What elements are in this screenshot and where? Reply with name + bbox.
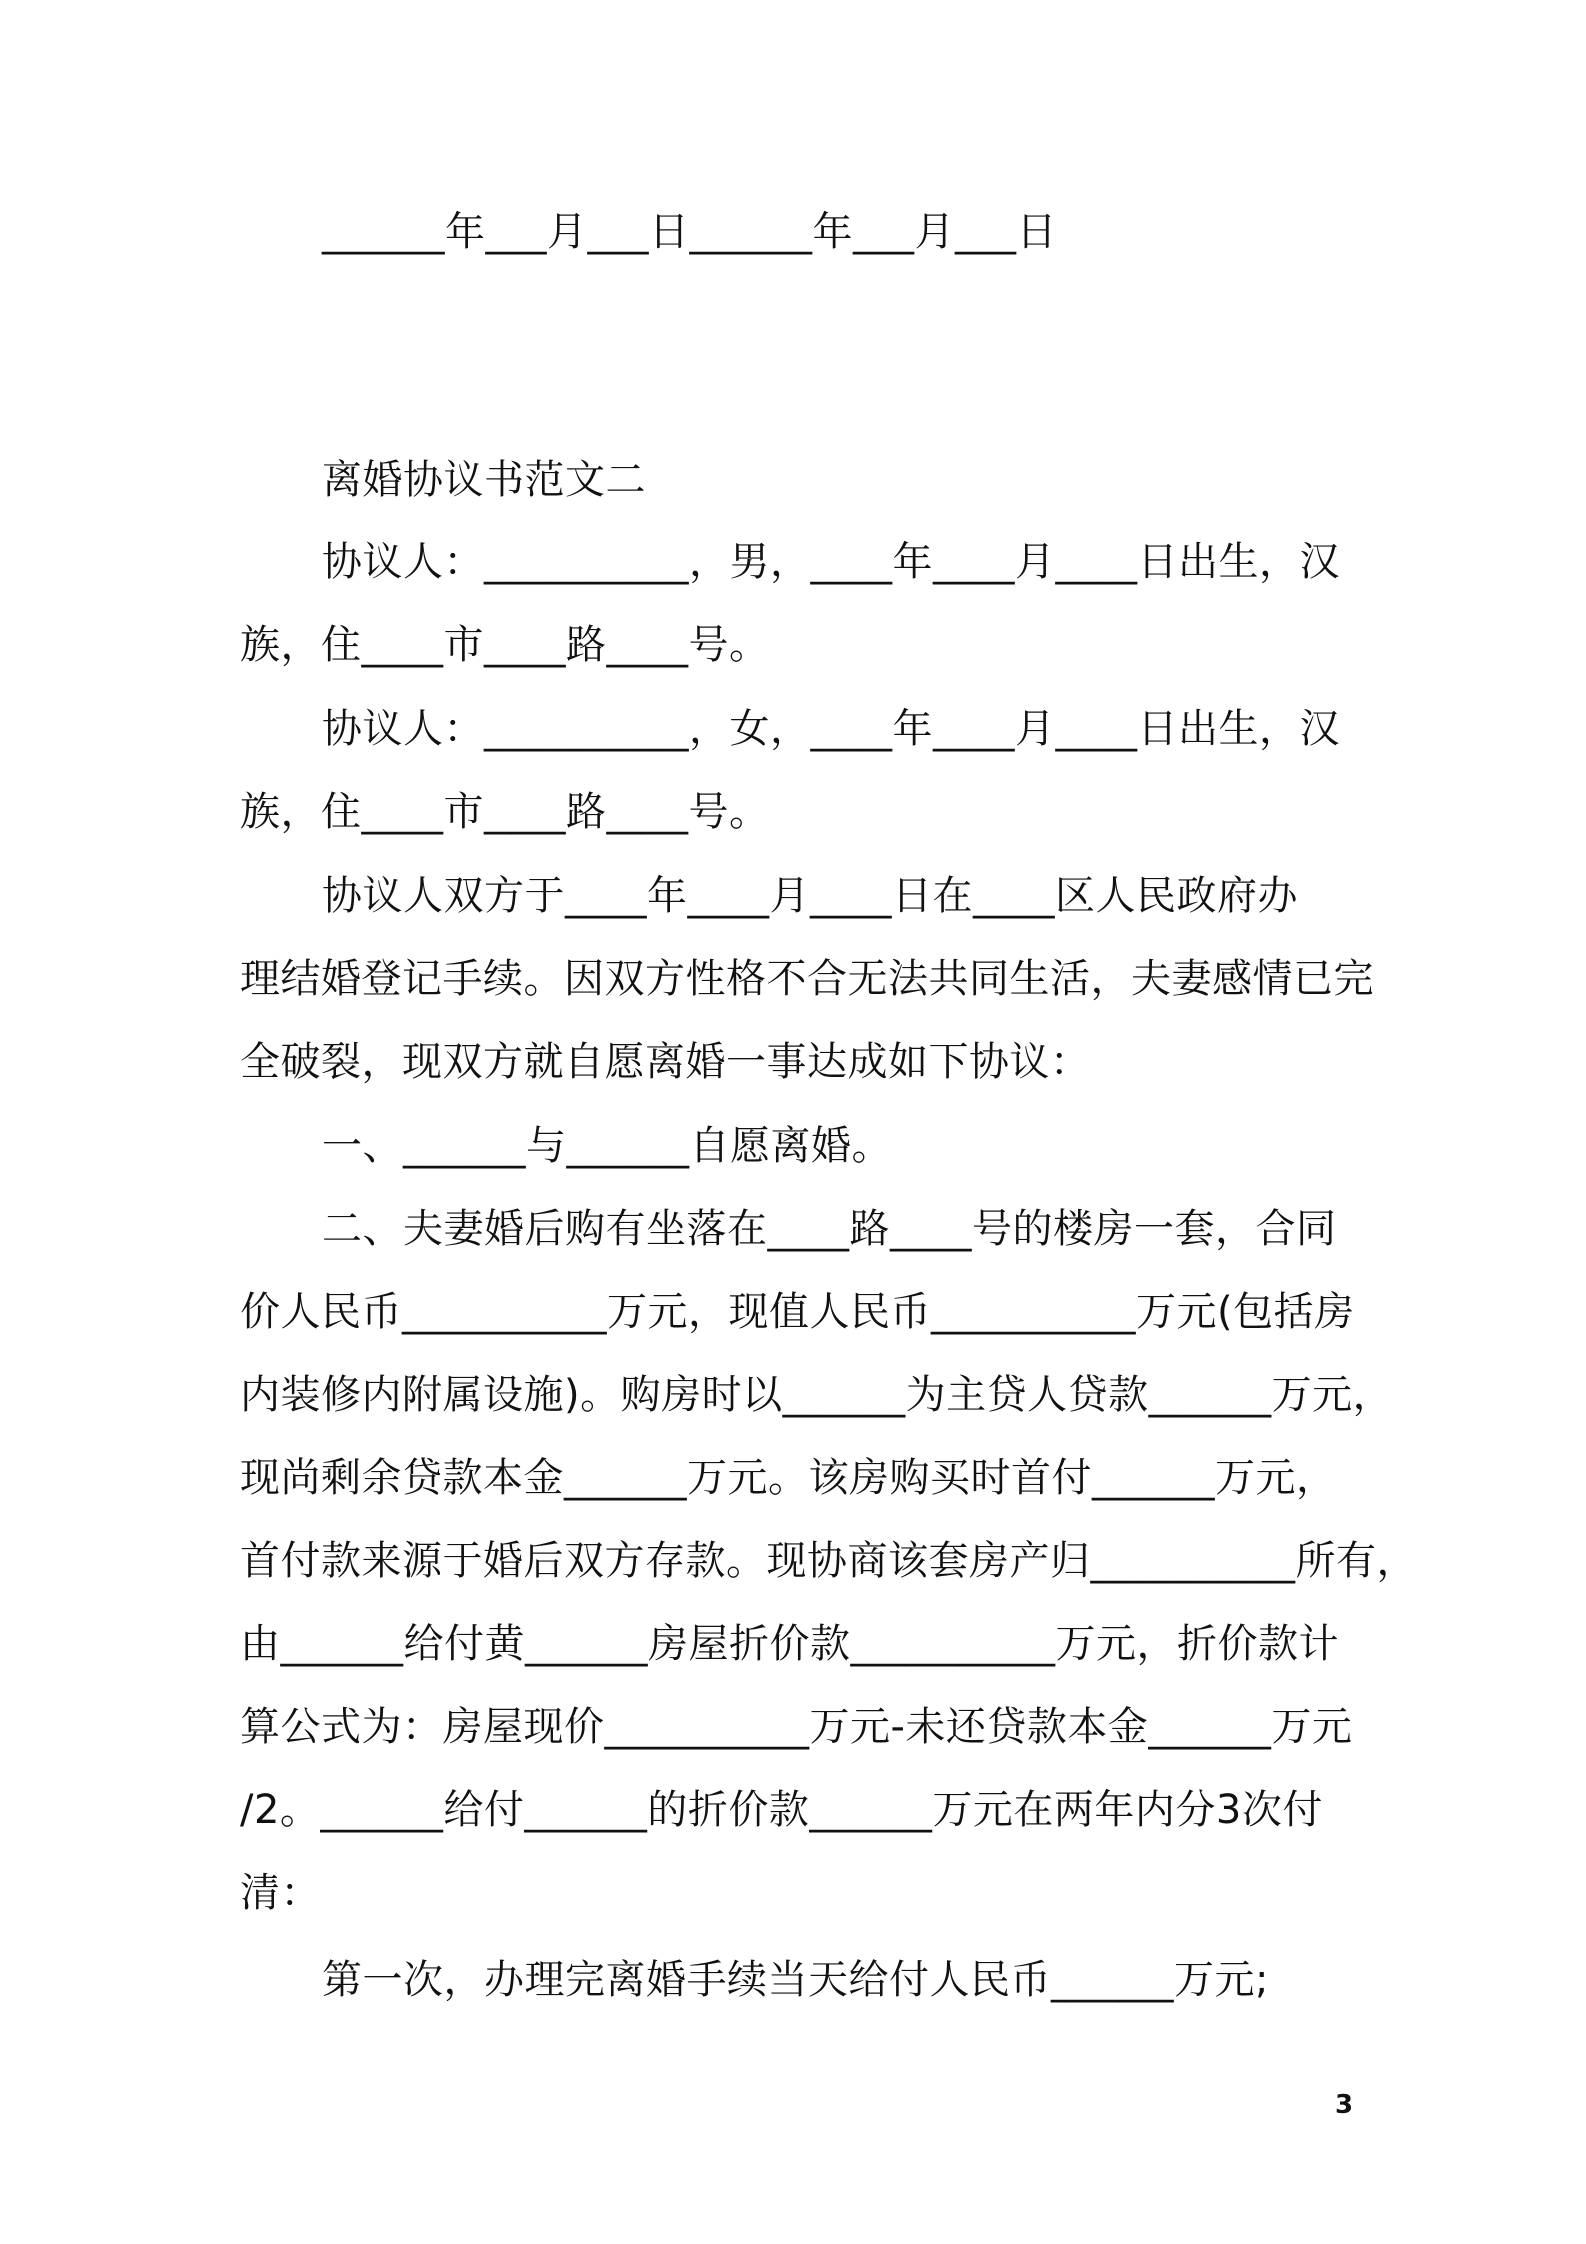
clause-two-line-6: 由______给付黄______房屋折价款__________万元，折价款计	[240, 1621, 1339, 1667]
clause-one: 一、______与______自愿离婚。	[322, 1123, 892, 1169]
party-two-line-2: 族，住____市____路____号。	[240, 789, 770, 835]
clause-two-line-9: 清：	[240, 1870, 321, 1916]
clause-two-line-5: 首付款来源于婚后双方存款。现协商该套房产归__________所有，	[240, 1538, 1417, 1584]
marriage-info-line-1: 协议人双方于____年____月____日在____区人民政府办	[322, 873, 1298, 919]
marriage-info-line-3: 全破裂，现双方就自愿离婚一事达成如下协议：	[240, 1039, 1091, 1085]
clause-two-line-8: /2。______给付______的折价款______万元在两年内分3次付	[240, 1787, 1323, 1833]
clause-two-line-2: 价人民币__________万元，现值人民币__________万元(包括房	[240, 1289, 1355, 1335]
payment-first-line: 第一次，办理完离婚手续当天给付人民币______万元;	[322, 1957, 1269, 2003]
clause-two-line-4: 现尚剩余贷款本金______万元。该房购买时首付______万元，	[240, 1455, 1337, 1501]
party-two-line-1: 协议人：__________，女，____年____月____日出生，汉	[322, 706, 1340, 752]
date-line: ______年___月___日______年___月___日	[322, 209, 1057, 255]
clause-two-line-1: 二、夫妻婚后购有坐落在____路____号的楼房一套，合同	[322, 1206, 1337, 1252]
clause-two-line-7: 算公式为：房屋现价__________万元-未还贷款本金______万元	[240, 1704, 1353, 1750]
page-number: 3	[1335, 2090, 1354, 2120]
party-one-line-1: 协议人：__________，男，____年____月____日出生，汉	[322, 539, 1340, 585]
party-one-line-2: 族，住____市____路____号。	[240, 622, 770, 668]
marriage-info-line-2: 理结婚登记手续。因双方性格不合无法共同生活，夫妻感情已完	[240, 956, 1374, 1002]
section-title: 离婚协议书范文二	[322, 457, 646, 503]
clause-two-line-3: 内装修内附属设施)。购房时以______为主贷人贷款______万元，	[240, 1372, 1394, 1418]
